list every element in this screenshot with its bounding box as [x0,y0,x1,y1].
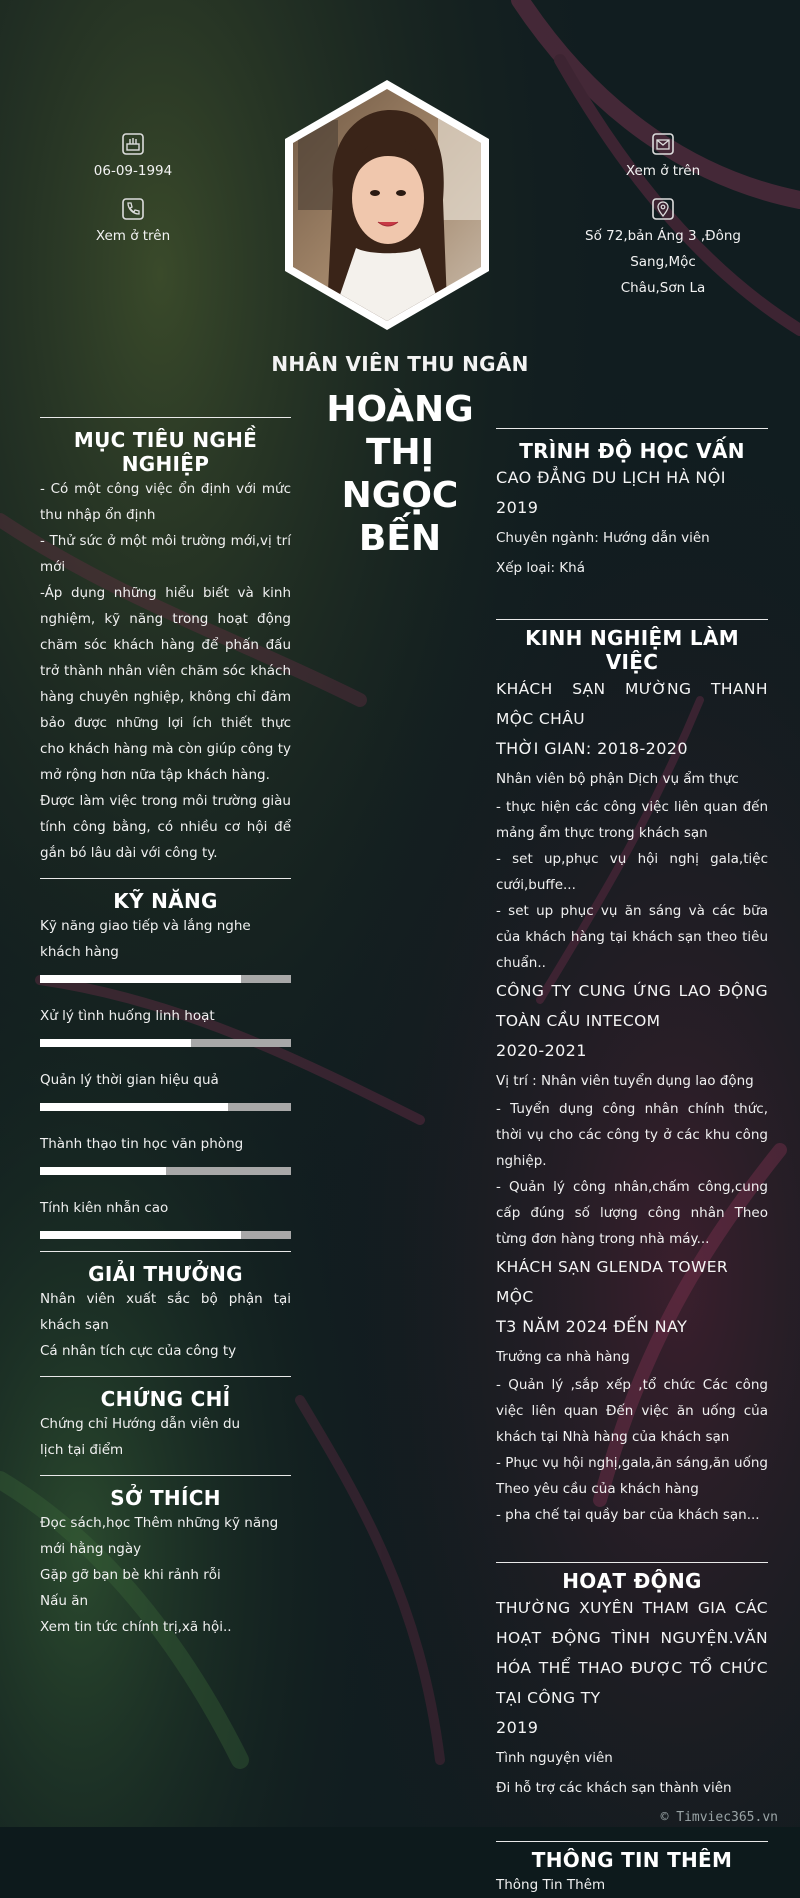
skill-item [40,1195,291,1239]
skill-item [40,1131,291,1175]
work-detail: - set up,phục vụ hội nghị gala,tiệc cưới,buffe... [496,851,768,893]
skill-item [40,1003,291,1047]
section-divider [496,619,768,620]
education-year: 2019 [496,498,539,517]
work-detail: - Phục vụ hội nghị,gala,ăn sáng,ăn uống Theo yêu cầu của khách hàng [496,1455,768,1497]
hobby-item: Xem tin tức chính trị,xã hội.. [40,1619,232,1635]
work-detail: - Quản lý ,sắp xếp ,tổ chức Các công việc liên quan Đến việc ăn uống của khách tại Nhà hàng của khách sạn [496,1377,768,1445]
section-divider [40,1376,291,1377]
avatar [278,80,496,330]
phone-block [83,195,183,249]
work-position: Vị trí : Nhân viên tuyển dụng lao động [496,1073,754,1089]
extra-info-section [496,1841,768,1898]
skills-title: KỸ NĂNG [113,889,218,913]
company-name: KHÁCH SẠN MƯỜNG THANH MỘC CHÂU [496,680,768,728]
hobby-item: Đọc sách,học Thêm những kỹ năng mới hằng ngày [40,1515,279,1557]
activities-section [496,1562,768,1803]
work-position: Trưởng ca nhà hàng [496,1349,630,1365]
career-goal-text: - Có một công việc ổn định với mức thu nhập ổn định [40,481,291,523]
right-column [496,428,768,1898]
school-name: CAO ĐẲNG DU LỊCH HÀ NỘI [496,468,726,487]
section-divider [496,1562,768,1563]
activity-year: 2019 [496,1718,539,1737]
experience-item [496,976,768,1252]
location-pin-icon [649,195,677,223]
education-section [496,428,768,583]
education-grade: Xếp loại: Khá [496,560,585,576]
work-detail: - set up phục vụ ăn sáng và các bữa của khách hàng tại khách sạn theo tiêu chuẩn.. [496,903,768,971]
birthday-text: 06-09-1994 [93,163,173,179]
email-block [613,130,713,184]
activity-detail: Đi hỗ trợ các khách sạn thành viên [496,1780,732,1796]
section-divider [496,428,768,429]
skill-level-fill [40,1103,228,1111]
company-name: CÔNG TY CUNG ỨNG LAO ĐỘNG TOÀN CẦU INTECOM [496,982,768,1030]
name-line: BẾN [358,518,442,559]
experience-item [496,674,768,976]
career-goal-text: Được làm việc trong môi trường giàu tính công bằng, có nhiều cơ hội để gắn bó lâu dài với công ty. [40,793,291,861]
awards-title: GIẢI THƯỞNG [88,1262,243,1286]
extra-info-title: THÔNG TIN THÊM [531,1848,733,1872]
skills-list [40,913,291,1239]
career-goal-section [40,417,291,866]
skill-item [40,913,291,983]
skill-level-bar [40,1231,291,1239]
address-line-1: Số 72,bản Áng 3 ,Đông Sang,Mộc [585,228,741,270]
work-detail: - Tuyển dụng công nhân chính thức, thời vụ cho các công ty ở các khu công nghiệp. [496,1101,768,1169]
watermark: © Timviec365.vn [660,1810,778,1825]
skill-level-bar [40,1039,291,1047]
hobby-item: Gặp gỡ bạn bè khi rảnh rỗi [40,1567,221,1583]
birthday-block [83,130,183,184]
email-icon [649,130,677,158]
full-name [300,388,500,560]
section-divider [40,1475,291,1476]
experience-title: KINH NGHIỆM LÀM VIỆC [525,626,739,674]
name-line: HOÀNG [326,389,474,430]
work-detail: - thực hiện các công việc liên quan đến mảng ẩm thực trong khách sạn [496,799,768,841]
skill-level-bar [40,1167,291,1175]
skill-name: Thành thạo tin học văn phòng [40,1136,244,1152]
cake-icon [119,130,147,158]
activity-name: THƯỜNG XUYÊN THAM GIA CÁC HOẠT ĐỘNG TÌNH NGUYỆN.VĂN HÓA THỂ THAO ĐƯỢC TỔ CHỨC TẠI CÔNG TY [496,1599,768,1707]
hobbies-title: SỞ THÍCH [110,1486,221,1510]
work-period: T3 NĂM 2024 ĐẾN NAY [496,1317,688,1336]
section-divider [496,1841,768,1842]
skill-level-bar [40,975,291,983]
activities-title: HOẠT ĐỘNG [562,1569,702,1593]
work-detail: - Quản lý công nhân,chấm công,cung cấp đúng số lượng công nhân Theo từng đơn hàng trong nhà máy... [496,1179,768,1247]
award-item: Cá nhân tích cực của công ty [40,1343,237,1359]
phone-text: Xem ở trên [95,228,171,244]
experience-section [496,619,768,1528]
work-detail: - pha chế tại quầy bar của khách sạn... [496,1507,760,1523]
work-period: THỜI GIAN: 2018-2020 [496,739,688,758]
education-title: TRÌNH ĐỘ HỌC VẤN [519,439,745,463]
activity-role: Tình nguyện viên [496,1750,613,1766]
career-goal-text: - Thử sức ở một môi trường mới,vị trí mới [40,533,291,575]
skill-item [40,1067,291,1111]
email-text: Xem ở trên [625,163,701,179]
skill-name: Quản lý thời gian hiệu quả [40,1072,219,1088]
skill-level-fill [40,1231,241,1239]
work-position: Nhân viên bộ phận Dịch vụ ẩm thực [496,771,739,787]
career-goal-text: -Áp dụng những hiểu biết và kinh nghiệm, kỹ năng trong hoạt động chăm sóc khách hàng để phấn đấu trở thành nhân viên chăm sóc khách hàng chuyên nghiệp, không chỉ đảm bảo được những lợi ích thiết thực cho khách hàng mà còn giúp công ty mở rộng hơn nữa tập khách hàng. [40,585,291,783]
skill-level-fill [40,1167,166,1175]
award-item: Nhân viên xuất sắc bộ phận tại khách sạn [40,1291,291,1333]
extra-info-text: Thông Tin Thêm [496,1877,606,1893]
hobbies-section [40,1475,291,1640]
career-goal-title: MỤC TIÊU NGHỀ NGHIỆP [73,428,258,476]
name-line: NGỌC [341,475,459,516]
skill-level-fill [40,975,241,983]
skills-section [40,878,291,1239]
skill-name: Xử lý tình huống linh hoạt [40,1008,215,1024]
awards-section [40,1251,291,1364]
certificates-title: CHỨNG CHỈ [100,1387,231,1411]
phone-icon [119,195,147,223]
certificate-item: Chứng chỉ Hướng dẫn viên du lịch tại điểm [40,1416,241,1458]
certificates-section [40,1376,291,1463]
left-column [40,417,291,1640]
name-line: THỊ [365,432,435,473]
skill-level-bar [40,1103,291,1111]
address-line-2: Châu,Sơn La [620,280,706,296]
hobby-item: Nấu ăn [40,1593,89,1609]
section-divider [40,878,291,879]
section-divider [40,1251,291,1252]
skill-level-fill [40,1039,191,1047]
company-name: KHÁCH SẠN GLENDA TOWER MỘC [496,1258,729,1306]
work-period: 2020-2021 [496,1041,587,1060]
experience-item [496,1252,768,1528]
section-divider [40,417,291,418]
skill-name: Kỹ năng giao tiếp và lắng nghe khách hàng [40,918,251,960]
skill-name: Tính kiên nhẫn cao [40,1200,169,1216]
education-major: Chuyên ngành: Hướng dẫn viên [496,530,710,546]
address-block [563,195,763,301]
job-title: NHÂN VIÊN THU NGÂN [271,352,529,376]
